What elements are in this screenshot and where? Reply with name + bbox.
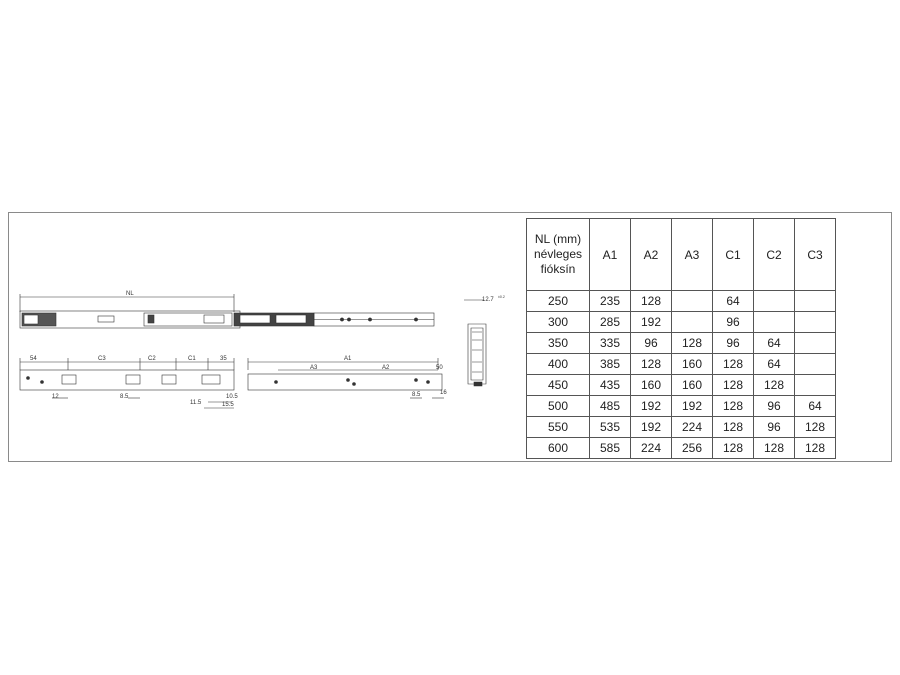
- table-cell: 128: [754, 438, 795, 459]
- table-cell: 96: [631, 333, 672, 354]
- cabinet-member-view: [20, 358, 234, 408]
- table-row: [527, 438, 836, 459]
- table-cell: [795, 333, 836, 354]
- dim-c3: C3: [98, 356, 106, 362]
- dim-c2: C2: [148, 356, 156, 362]
- dim-50: 50: [436, 365, 443, 371]
- table-cell: 224: [672, 417, 713, 438]
- table-cell: 550: [527, 417, 590, 438]
- dim-54: 54: [30, 356, 37, 362]
- table-cell: 160: [672, 375, 713, 396]
- slide-profile-view: [464, 300, 486, 386]
- header-a3: A3: [672, 219, 713, 291]
- table-header-row: [527, 219, 836, 291]
- table-cell: 160: [672, 354, 713, 375]
- table-cell: 435: [590, 375, 631, 396]
- table-cell: [672, 291, 713, 312]
- table-cell: 128: [713, 417, 754, 438]
- table-cell: 128: [631, 354, 672, 375]
- table-cell: 64: [754, 333, 795, 354]
- table-cell: 96: [754, 417, 795, 438]
- table-cell: 128: [713, 396, 754, 417]
- table-row: [527, 312, 836, 333]
- table-cell: 300: [527, 312, 590, 333]
- dim-10-5: 10.5: [226, 394, 238, 400]
- table-cell: 192: [631, 396, 672, 417]
- drawer-slide-drawing: [8, 212, 528, 462]
- dim-35: 35: [220, 356, 227, 362]
- table-cell: [754, 291, 795, 312]
- dim-height-tol: ±0.2: [498, 295, 505, 299]
- table-cell: 192: [631, 417, 672, 438]
- table-cell: 400: [527, 354, 590, 375]
- table-row: [527, 354, 836, 375]
- dim-15-5: 15.5: [222, 402, 234, 408]
- dim-12: 12: [52, 394, 59, 400]
- table-cell: 250: [527, 291, 590, 312]
- table-row: [527, 396, 836, 417]
- table-row: [527, 375, 836, 396]
- dim-height: 12.7: [482, 297, 494, 303]
- dim-a1: A1: [344, 356, 352, 362]
- slide-top-view: [20, 294, 434, 328]
- table-cell: 128: [713, 375, 754, 396]
- table-cell: 350: [527, 333, 590, 354]
- table-cell: 335: [590, 333, 631, 354]
- table-cell: 600: [527, 438, 590, 459]
- table-cell: 224: [631, 438, 672, 459]
- table-cell: 128: [713, 354, 754, 375]
- table-cell: [795, 375, 836, 396]
- table-cell: 192: [631, 312, 672, 333]
- table-cell: 285: [590, 312, 631, 333]
- dim-nl: NL: [126, 291, 134, 297]
- dimension-table: [526, 218, 836, 459]
- table-cell: 128: [754, 375, 795, 396]
- table-cell: [795, 312, 836, 333]
- header-c1: C1: [713, 219, 754, 291]
- dim-a3: A3: [310, 365, 318, 371]
- dim-a2: A2: [382, 365, 390, 371]
- dim-8-5-left: 8.5: [120, 394, 129, 400]
- dim-8-5-right: 8.5: [412, 392, 421, 398]
- dim-16: 16: [440, 390, 447, 396]
- table-cell: 128: [713, 438, 754, 459]
- header-a1: A1: [590, 219, 631, 291]
- table-cell: [795, 354, 836, 375]
- dim-11-5: 11.5: [190, 400, 202, 406]
- table-row: [527, 333, 836, 354]
- table-body: [527, 291, 836, 459]
- table-cell: [754, 312, 795, 333]
- table-cell: 192: [672, 396, 713, 417]
- table-cell: [795, 291, 836, 312]
- table-cell: 485: [590, 396, 631, 417]
- table-cell: 96: [754, 396, 795, 417]
- table-cell: 585: [590, 438, 631, 459]
- table-cell: 160: [631, 375, 672, 396]
- table-row: [527, 291, 836, 312]
- table-cell: 235: [590, 291, 631, 312]
- table-cell: 450: [527, 375, 590, 396]
- table-cell: [672, 312, 713, 333]
- header-c2: C2: [754, 219, 795, 291]
- table-cell: 535: [590, 417, 631, 438]
- table-cell: 385: [590, 354, 631, 375]
- table-cell: 96: [713, 312, 754, 333]
- header-nl: NL (mm) névleges fióksín: [527, 219, 590, 291]
- table-cell: 64: [754, 354, 795, 375]
- header-c3: C3: [795, 219, 836, 291]
- table-cell: 256: [672, 438, 713, 459]
- dim-c1: C1: [188, 356, 196, 362]
- table-cell: 500: [527, 396, 590, 417]
- table-cell: 128: [672, 333, 713, 354]
- table-cell: 96: [713, 333, 754, 354]
- table-cell: 64: [795, 396, 836, 417]
- table-cell: 64: [713, 291, 754, 312]
- table-cell: 128: [795, 417, 836, 438]
- table-cell: 128: [795, 438, 836, 459]
- table-cell: 128: [631, 291, 672, 312]
- header-a2: A2: [631, 219, 672, 291]
- table-row: [527, 417, 836, 438]
